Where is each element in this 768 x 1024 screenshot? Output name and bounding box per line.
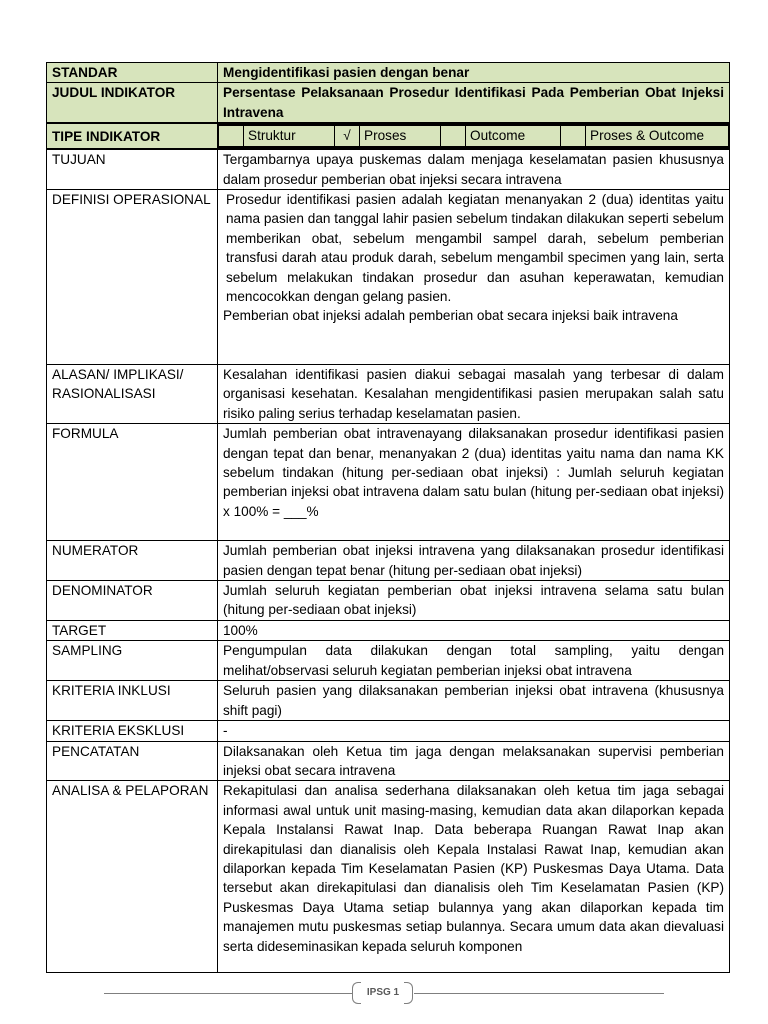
value-alasan: Kesalahan identifikasi pasien diakui sebagai masalah yang terbesar di dalam organisasi kesehatan. Kesalahan mengidentifikasi pasien merupakan salah satu risiko paling serius terhadap keselamatan pasien. — [218, 365, 730, 424]
checkbox-struktur[interactable] — [219, 125, 244, 147]
row-numerator — [47, 541, 730, 581]
label-pencatatan: PENCATATAN — [47, 741, 218, 781]
row-sampling — [47, 641, 730, 681]
value-inklusi: Seluruh pasien yang dilaksanakan pemberian injeksi obat intravena (khususnya shift pagi) — [218, 681, 730, 721]
checkbox-proses[interactable]: √ — [335, 125, 360, 147]
row-denominator — [47, 581, 730, 621]
tipe-options — [218, 123, 730, 149]
row-alasan — [47, 365, 730, 424]
label-inklusi: KRITERIA INKLUSI — [47, 681, 218, 721]
label-analisa: ANALISA & PELAPORAN — [47, 781, 218, 973]
label-sampling: SAMPLING — [47, 641, 218, 681]
label-tipe: TIPE INDIKATOR — [47, 123, 218, 149]
value-eksklusi: - — [218, 721, 730, 741]
row-analisa — [47, 781, 730, 973]
row-target — [47, 621, 730, 641]
label-judul: JUDUL INDIKATOR — [47, 83, 218, 123]
value-tujuan: Tergambarnya upaya puskemas dalam menjaga keselamatan pasien khususnya dalam prosedur pemberian obat injeksi secara intravena — [218, 149, 730, 189]
row-definisi — [47, 190, 730, 365]
footer-rule-left — [104, 993, 352, 994]
label-eksklusi: KRITERIA EKSKLUSI — [47, 721, 218, 741]
value-numerator: Jumlah pemberian obat injeksi intravena yang dilaksanakan prosedur identifikasi pasien dengan tepat benar (hitung per-sediaan obat injeksi) — [218, 541, 730, 581]
value-target: 100% — [218, 621, 730, 641]
page-number: IPSG 1 — [366, 987, 400, 998]
row-formula — [47, 424, 730, 541]
definisi-paragraph-2: Pemberian obat injeksi adalah pemberian obat secara injeksi baik intravena — [223, 308, 678, 324]
label-denominator: DENOMINATOR — [47, 581, 218, 621]
footer-bracket-right — [404, 982, 413, 1004]
row-eksklusi — [47, 721, 730, 741]
row-judul — [47, 83, 730, 123]
value-analisa: Rekapitulasi dan analisa sederhana dilaksanakan oleh ketua tim jaga sebagai informasi awal untuk unit masing-masing, kemudian data akan dilaporkan kepada Kepala Instalansi Rawat Inap. Data beberapa Ruangan Rawat Inap akan direkapitulasi dan dianalisis oleh Kepala Instalasi Rawat Inap, kemudian akan dilaporkan kepada Tim Keselamatan Pasien (KP) Puskesmas Daya Utama. Data tersebut akan direkapitulasi dan dianalisis oleh Tim Keselamatan Pasien (KP) Puskesmas Daya Utama setiap bulannya yang akan dilaporkan kepada tim manajemen mutu puskesmas setiap bulannya. Secara umum data akan dievaluasi serta dideseminasikan kepada seluruh komponen — [218, 781, 730, 973]
label-target: TARGET — [47, 621, 218, 641]
value-judul: Persentase Pelaksanaan Prosedur Identifikasi Pada Pemberian Obat Injeksi Intravena — [218, 83, 730, 123]
label-alasan: ALASAN/ IMPLIKASI/ RASIONALISASI — [47, 365, 218, 424]
label-tujuan: TUJUAN — [47, 149, 218, 189]
value-pencatatan: Dilaksanakan oleh Ketua tim jaga dengan melaksanakan supervisi pemberian injeksi obat secara intravena — [218, 741, 730, 781]
option-outcome: Outcome — [466, 125, 561, 147]
value-definisi — [218, 190, 730, 365]
label-standar: STANDAR — [47, 63, 218, 83]
row-tipe — [47, 123, 730, 149]
value-sampling: Pengumpulan data dilakukan dengan total sampling, yaitu dengan melihat/observasi seluruh kegiatan pemberian injeksi obat intravena — [218, 641, 730, 681]
label-formula: FORMULA — [47, 424, 218, 541]
row-tujuan — [47, 149, 730, 189]
label-definisi: DEFINISI OPERASIONAL — [47, 190, 218, 365]
page-footer — [0, 980, 768, 1010]
indicator-profile-table — [46, 62, 730, 973]
option-proses: Proses — [360, 125, 441, 147]
value-standar: Mengidentifikasi pasien dengan benar — [218, 63, 730, 83]
value-formula: Jumlah pemberian obat intravenayang dilaksanakan prosedur identifikasi pasien dengan tepat dan benar, menanyakan 2 (dua) identitas yaitu nama dan nama KK sebelum tindakan (hitung per-sediaan obat injeksi) : Jumlah seluruh kegiatan pemberian injeksi obat intravena dalam satu bulan (hitung per-sediaan obat injeksi) x 100% = ___% — [218, 424, 730, 541]
label-numerator: NUMERATOR — [47, 541, 218, 581]
row-standar — [47, 63, 730, 83]
checkbox-outcome[interactable] — [441, 125, 466, 147]
checkbox-proses-outcome[interactable] — [561, 125, 586, 147]
definisi-paragraph-1: Prosedur identifikasi pasien adalah kegiatan menanyakan 2 (dua) identitas yaitu nama pasien dan tanggal lahir pasien sebelum tindakan dilakukan seperti sebelum memberikan obat, sebelum mengambil sampel darah, sebelum pemberian transfusi darah atau produk darah, sebelum mengambil specimen yang lain, serta sebelum melakukan tindakan prosedur dan asuhan keperawatan, kemudian mencocokkan dengan gelang pasien. — [226, 192, 724, 305]
option-struktur: Struktur — [244, 125, 335, 147]
row-inklusi — [47, 681, 730, 721]
footer-rule-right — [414, 993, 664, 994]
row-pencatatan — [47, 741, 730, 781]
option-proses-outcome: Proses & Outcome — [586, 125, 729, 147]
value-denominator: Jumlah seluruh kegiatan pemberian obat injeksi intravena selama satu bulan (hitung per-sediaan obat injeksi) — [218, 581, 730, 621]
